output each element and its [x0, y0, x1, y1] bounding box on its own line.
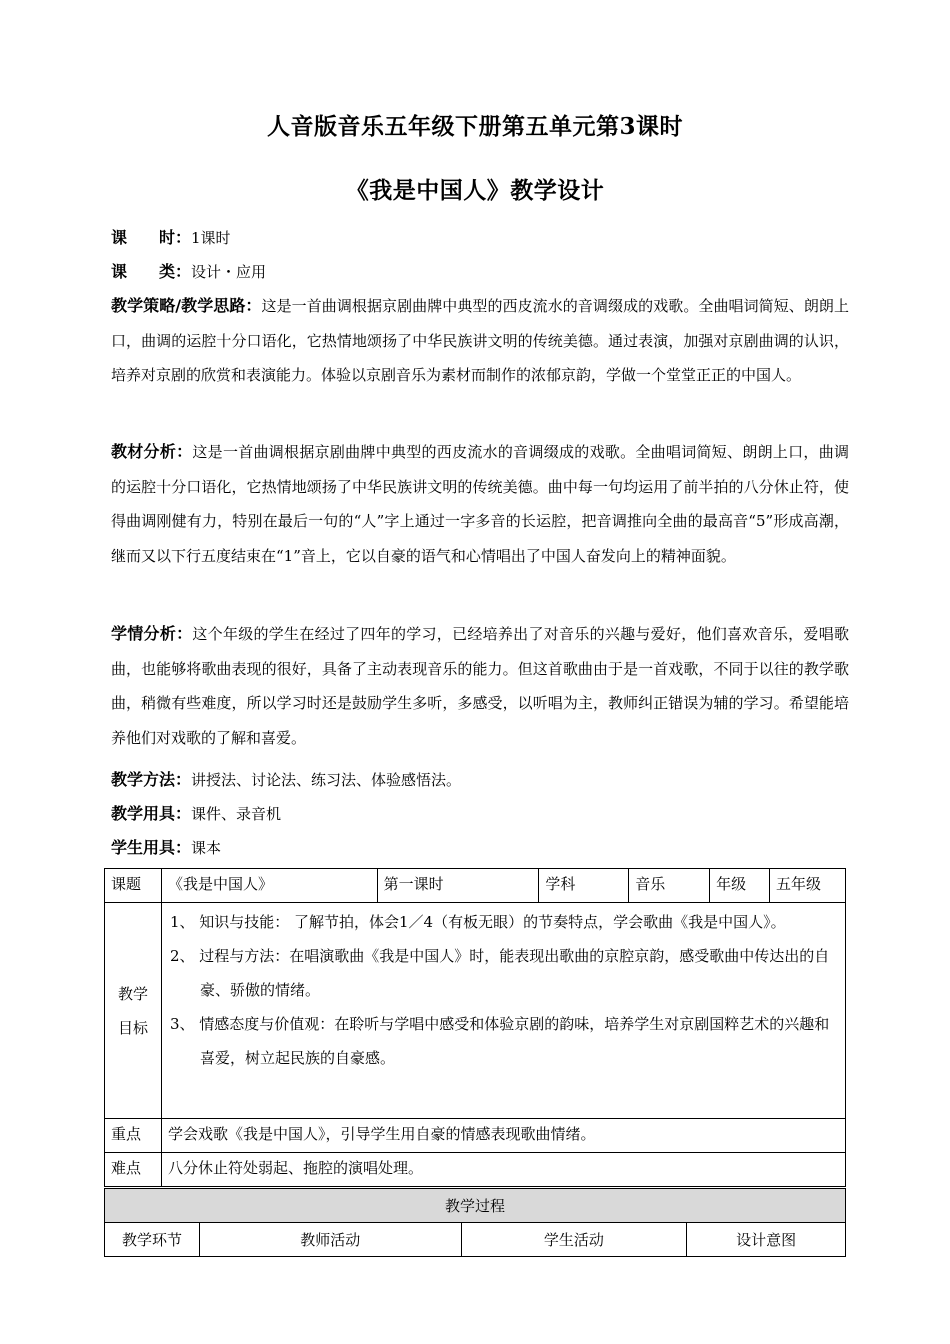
tools-row	[111, 797, 849, 831]
student-tools-text: 课本	[191, 839, 222, 857]
class-time-row	[111, 221, 849, 255]
topic-row	[105, 869, 846, 903]
tools-text: 课件、录音机	[191, 805, 282, 823]
objective-attitude: 3、 情感态度与价值观：在聆听与学唱中感受和体验京剧的韵味，培养学生对京剧国粹艺术的兴趣和喜爱，树立起民族的自豪感。	[169, 1015, 830, 1067]
student-tools-row	[111, 831, 849, 865]
class-type-row	[111, 255, 849, 289]
class-type-label: 课 类：	[111, 262, 192, 281]
topic-label: 课题	[105, 869, 162, 903]
topic-value: 《我是中国人》	[161, 869, 377, 903]
column-stage: 教学环节	[105, 1223, 200, 1257]
student-analysis-text: 这个年级的学生在经过了四年的学习，已经培养出了对音乐的兴趣与爱好，他们喜欢音乐，爱唱歌曲，也能够将歌曲表现的很好，具备了主动表现音乐的能力。但这首歌曲由于是一首戏歌，不同于以往的教学歌曲，稍微有些难度，所以学习时还是鼓励学生多听，多感受，以听唱为主，教师纠正错误为辅的学习。希望能培养他们对戏歌的了解和喜爱。	[111, 625, 849, 747]
strategy-section	[111, 289, 849, 393]
difficulty-row	[105, 1153, 846, 1187]
objectives-cell	[161, 903, 845, 1119]
key-point-row	[105, 1119, 846, 1153]
objectives-label: 教学目标	[105, 903, 162, 1119]
material-section	[111, 435, 849, 573]
subject-label: 学科	[539, 869, 629, 903]
lesson-plan-table	[104, 868, 846, 1187]
method-text: 讲授法、讨论法、练习法、体验感悟法。	[191, 771, 462, 789]
key-point-label: 重点	[105, 1119, 162, 1153]
period-value: 第一课时	[377, 869, 539, 903]
method-row	[111, 763, 849, 797]
material-text: 这是一首曲调根据京剧曲牌中典型的西皮流水的音调缀成的戏歌。全曲唱词简短、朗朗上口，曲调的运腔十分口语化，它热情地颂扬了中华民族讲文明的传统美德。曲中每一句均运用了前半拍的八分休止符，使得曲调刚健有力，特别在最后一句的“人”字上通过一字多音的长运腔，把音调推向全曲的最高音“5”形成高潮，继而又以下行五度结束在“1”音上，它以自豪的语气和心情唱出了中国人奋发向上的精神面貌。	[111, 443, 849, 565]
grade-value: 五年级	[770, 869, 846, 903]
document-title: 人音版音乐五年级下册第五单元第3课时	[266, 113, 683, 140]
process-header: 教学过程	[105, 1189, 846, 1223]
student-analysis-section	[111, 617, 849, 755]
class-time-value: 1课时	[191, 229, 231, 247]
tools-label: 教学用具：	[111, 804, 192, 823]
student-analysis-label: 学情分析：	[111, 624, 193, 643]
column-student-activity: 学生活动	[461, 1223, 687, 1257]
method-label: 教学方法：	[111, 770, 192, 789]
class-type-value: 设计・应用	[191, 263, 267, 281]
strategy-label: 教学策略/教学思路：	[111, 296, 262, 315]
student-tools-label: 学生用具：	[111, 838, 192, 857]
strategy-text: 这是一首曲调根据京剧曲牌中典型的西皮流水的音调缀成的戏歌。全曲唱词简短、朗朗上口，曲调的运腔十分口语化，它热情地颂扬了中华民族讲文明的传统美德。通过表演，加强对京剧曲调的认识，培养对京剧的欣赏和表演能力。体验以京剧音乐为素材而制作的浓郁京韵，学做一个堂堂正正的中国人。	[111, 297, 849, 384]
teaching-process-table	[104, 1188, 846, 1257]
process-columns-row	[105, 1223, 846, 1257]
objectives-row	[105, 903, 846, 1119]
column-teacher-activity: 教师活动	[199, 1223, 461, 1257]
column-design-intent: 设计意图	[687, 1223, 846, 1257]
difficulty-label: 难点	[105, 1153, 162, 1187]
document-subtitle: 《我是中国人》教学设计	[345, 177, 605, 204]
class-time-label: 课 时：	[111, 228, 192, 247]
objective-knowledge: 1、 知识与技能： 了解节拍，体会1／4（有板无眼）的节奏特点，学会歌曲《我是中国人》。	[169, 913, 786, 931]
objective-process: 2、 过程与方法：在唱演歌曲《我是中国人》时，能表现出歌曲的京腔京韵，感受歌曲中传达出的自豪、骄傲的情绪。	[169, 947, 830, 999]
process-header-row	[105, 1189, 846, 1223]
key-point-value: 学会戏歌《我是中国人》，引导学生用自豪的情感表现歌曲情绪。	[161, 1119, 845, 1153]
subject-value: 音乐	[629, 869, 710, 903]
grade-label: 年级	[710, 869, 770, 903]
difficulty-value: 八分休止符处弱起、拖腔的演唱处理。	[161, 1153, 845, 1187]
material-label: 教材分析：	[111, 442, 193, 461]
